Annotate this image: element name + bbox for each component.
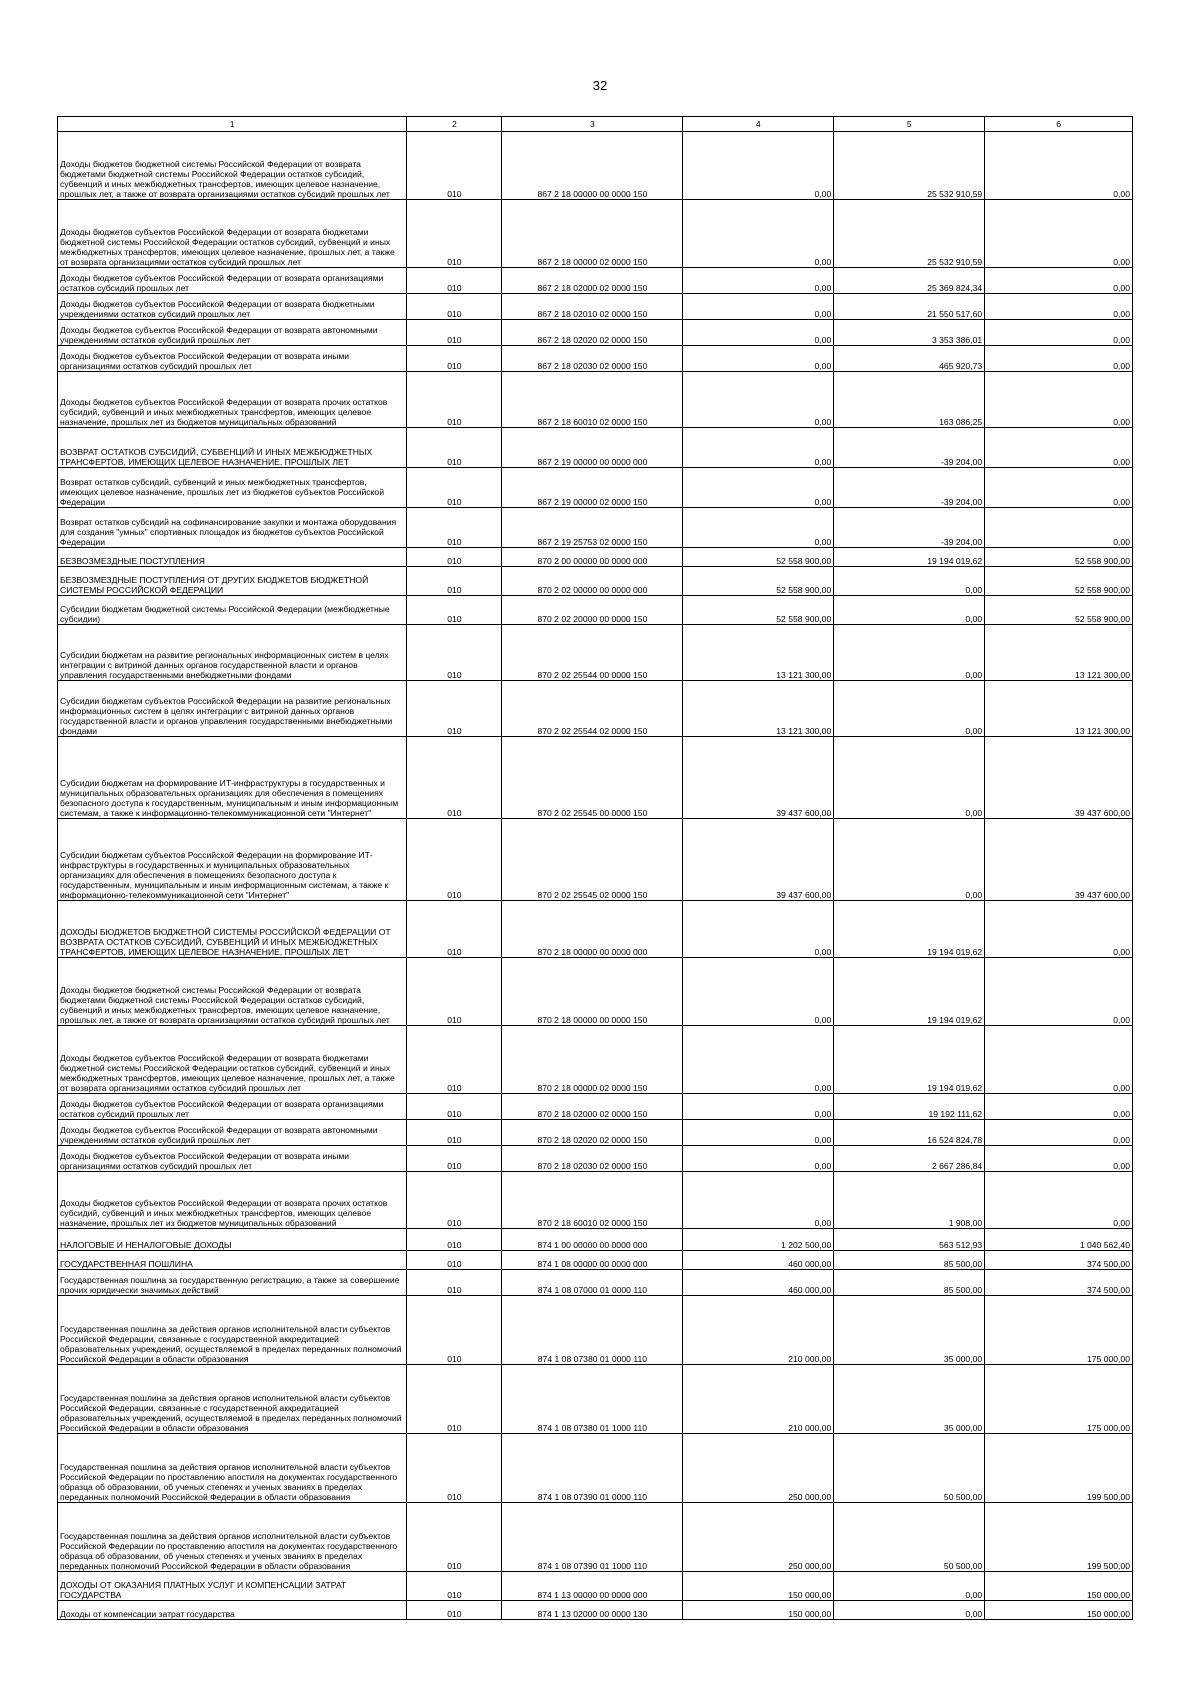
row-name: БЕЗВОЗМЕЗДНЫЕ ПОСТУПЛЕНИЯ ОТ ДРУГИХ БЮДЖЕТОВ БЮДЖЕТНОЙ СИСТЕМЫ РОССИЙСКОЙ ФЕДЕРАЦИИ — [58, 567, 407, 596]
row-name: ГОСУДАРСТВЕННАЯ ПОШЛИНА — [58, 1251, 407, 1270]
row-value-col6: 0,00 — [985, 1120, 1133, 1146]
row-value-col4: 0,00 — [683, 346, 834, 372]
row-value-col4: 13 121 300,00 — [683, 625, 834, 681]
row-line-code: 010 — [407, 1146, 502, 1172]
row-name: Доходы бюджетов субъектов Российской Федерации от возврата бюджетными учреждениями остатков субсидий прошлых лет — [58, 294, 407, 320]
row-name: Возврат остатков субсидий, субвенций и иных межбюджетных трансфертов, имеющих целевое назначение, прошлых лет из бюджетов субъектов Российской Федерации — [58, 468, 407, 508]
row-value-col4: 210 000,00 — [683, 1365, 834, 1434]
row-budget-code: 874 1 13 02000 00 0000 130 — [502, 1601, 683, 1620]
row-name: ДОХОДЫ ОТ ОКАЗАНИЯ ПЛАТНЫХ УСЛУГ И КОМПЕНСАЦИИ ЗАТРАТ ГОСУДАРСТВА — [58, 1572, 407, 1601]
row-budget-code: 870 2 18 02000 02 0000 150 — [502, 1094, 683, 1120]
row-budget-code: 870 2 18 00000 02 0000 150 — [502, 1026, 683, 1094]
row-budget-code: 870 2 02 00000 00 0000 000 — [502, 567, 683, 596]
row-value-col4: 460 000,00 — [683, 1270, 834, 1296]
row-line-code: 010 — [407, 468, 502, 508]
table-row — [58, 1601, 1133, 1620]
page-number: 32 — [592, 78, 608, 93]
row-value-col4: 0,00 — [683, 901, 834, 958]
row-budget-code: 874 1 08 07380 01 1000 110 — [502, 1365, 683, 1434]
row-value-col6: 39 437 600,00 — [985, 819, 1133, 901]
row-value-col5: 16 524 824,78 — [834, 1120, 985, 1146]
table-row — [58, 372, 1133, 428]
row-line-code: 010 — [407, 1229, 502, 1251]
row-line-code: 010 — [407, 1270, 502, 1296]
table-row — [58, 1365, 1133, 1434]
row-name: Государственная пошлина за действия органов исполнительной власти субъектов Российской Федерации, связанные с государственной аккредитацией образовательных учреждений, осуществляемой в пределах переданных полномочий Российской Федерации в области образования — [58, 1365, 407, 1434]
row-value-col5: 35 000,00 — [834, 1296, 985, 1365]
row-value-col5: 19 194 019,62 — [834, 901, 985, 958]
row-value-col5: 1 908,00 — [834, 1172, 985, 1229]
row-value-col4: 0,00 — [683, 268, 834, 294]
row-budget-code: 874 1 08 07390 01 0000 110 — [502, 1434, 683, 1503]
table-row — [58, 346, 1133, 372]
row-budget-code: 870 2 18 02030 02 0000 150 — [502, 1146, 683, 1172]
row-budget-code: 867 2 18 00000 02 0000 150 — [502, 200, 683, 268]
row-line-code: 010 — [407, 1296, 502, 1365]
row-value-col5: 19 194 019,62 — [834, 548, 985, 567]
row-name: Доходы бюджетов субъектов Российской Федерации от возврата автономными учреждениями остатков субсидий прошлых лет — [58, 1120, 407, 1146]
row-value-col4: 0,00 — [683, 428, 834, 468]
row-value-col4: 0,00 — [683, 132, 834, 200]
row-value-col6: 150 000,00 — [985, 1572, 1133, 1601]
row-name: Доходы бюджетов субъектов Российской Федерации от возврата бюджетами бюджетной системы Российской Федерации остатков субсидий, субвенций и иных межбюджетных трансфертов, имеющих целевое назначение, прошлых лет, а также от возврата организациями остатков субсидий прошлых лет — [58, 1026, 407, 1094]
row-name: Государственная пошлина за действия органов исполнительной власти субъектов Российской Федерации по проставлению апостиля на документах государственного образца об образовании, об ученых степенях и ученых званиях в пределах переданных полномочий Российской Федерации в области образования — [58, 1503, 407, 1572]
row-budget-code: 867 2 19 00000 02 0000 150 — [502, 468, 683, 508]
row-line-code: 010 — [407, 1503, 502, 1572]
row-value-col6: 199 500,00 — [985, 1503, 1133, 1572]
table-row — [58, 737, 1133, 819]
row-value-col4: 150 000,00 — [683, 1601, 834, 1620]
row-budget-code: 867 2 18 60010 02 0000 150 — [502, 372, 683, 428]
row-value-col4: 0,00 — [683, 200, 834, 268]
row-value-col4: 460 000,00 — [683, 1251, 834, 1270]
row-line-code: 010 — [407, 268, 502, 294]
row-budget-code: 867 2 19 00000 00 0000 000 — [502, 428, 683, 468]
row-budget-code: 874 1 08 00000 00 0000 000 — [502, 1251, 683, 1270]
row-value-col6: 0,00 — [985, 508, 1133, 548]
row-budget-code: 870 2 00 00000 00 0000 000 — [502, 548, 683, 567]
row-value-col5: 19 194 019,62 — [834, 1026, 985, 1094]
table-row — [58, 1251, 1133, 1270]
row-value-col6: 0,00 — [985, 958, 1133, 1026]
row-value-col5: 0,00 — [834, 681, 985, 737]
row-value-col4: 0,00 — [683, 958, 834, 1026]
row-line-code: 010 — [407, 819, 502, 901]
row-name: Возврат остатков субсидий на софинансирование закупки и монтажа оборудования для создания "умных" спортивных площадок из бюджетов субъектов Российской Федерации — [58, 508, 407, 548]
row-budget-code: 870 2 18 00000 00 0000 150 — [502, 958, 683, 1026]
row-line-code: 010 — [407, 294, 502, 320]
row-name: Доходы бюджетов бюджетной системы Российской Федерации от возврата бюджетами бюджетной системы Российской Федерации остатков субсидий, субвенций и иных межбюджетных трансфертов, имеющих целевое назначение, прошлых лет, а также от возврата организациями остатков субсидий прошлых лет — [58, 958, 407, 1026]
row-value-col6: 0,00 — [985, 346, 1133, 372]
column-header: 5 — [834, 117, 985, 132]
row-value-col6: 0,00 — [985, 901, 1133, 958]
table-row — [58, 901, 1133, 958]
row-value-col4: 250 000,00 — [683, 1503, 834, 1572]
row-budget-code: 870 2 02 25544 00 0000 150 — [502, 625, 683, 681]
row-line-code: 010 — [407, 1365, 502, 1434]
row-line-code: 010 — [407, 596, 502, 625]
table-row — [58, 320, 1133, 346]
row-budget-code: 870 2 02 25545 00 0000 150 — [502, 737, 683, 819]
row-value-col5: 50 500,00 — [834, 1434, 985, 1503]
row-line-code: 010 — [407, 1172, 502, 1229]
row-value-col6: 52 558 900,00 — [985, 567, 1133, 596]
table-row — [58, 819, 1133, 901]
row-name: Субсидии бюджетам субъектов Российской Федерации на развитие региональных информационных систем в целях интеграции с витриной данных органов государственной власти и органов управления государственными внебюджетными фондами — [58, 681, 407, 737]
row-line-code: 010 — [407, 958, 502, 1026]
row-value-col5: 0,00 — [834, 596, 985, 625]
row-value-col4: 39 437 600,00 — [683, 737, 834, 819]
row-value-col5: 163 086,25 — [834, 372, 985, 428]
row-value-col4: 0,00 — [683, 1120, 834, 1146]
row-name: Доходы бюджетов субъектов Российской Федерации от возврата организациями остатков субсидий прошлых лет — [58, 268, 407, 294]
table-row — [58, 958, 1133, 1026]
row-value-col4: 13 121 300,00 — [683, 681, 834, 737]
row-value-col4: 0,00 — [683, 1026, 834, 1094]
row-budget-code: 874 1 00 00000 00 0000 000 — [502, 1229, 683, 1251]
row-value-col5: 0,00 — [834, 1572, 985, 1601]
row-name: Доходы бюджетов бюджетной системы Российской Федерации от возврата бюджетами бюджетной системы Российской Федерации остатков субсидий, субвенций и иных межбюджетных трансфертов, имеющих целевое назначение, прошлых лет, а также от возврата организациями остатков субсидий прошлых лет — [58, 132, 407, 200]
table-row — [58, 1572, 1133, 1601]
table-row — [58, 468, 1133, 508]
row-value-col6: 0,00 — [985, 1172, 1133, 1229]
table-row — [58, 548, 1133, 567]
row-line-code: 010 — [407, 625, 502, 681]
row-value-col4: 150 000,00 — [683, 1572, 834, 1601]
row-budget-code: 870 2 18 00000 00 0000 000 — [502, 901, 683, 958]
row-line-code: 010 — [407, 320, 502, 346]
table-row — [58, 1172, 1133, 1229]
column-header: 3 — [502, 117, 683, 132]
row-value-col6: 52 558 900,00 — [985, 548, 1133, 567]
row-value-col4: 52 558 900,00 — [683, 596, 834, 625]
row-value-col5: 21 550 517,60 — [834, 294, 985, 320]
row-value-col4: 0,00 — [683, 1172, 834, 1229]
row-name: Доходы бюджетов субъектов Российской Федерации от возврата прочих остатков субсидий, субвенций и иных межбюджетных трансфертов, имеющих целевое назначение, прошлых лет из бюджетов муниципальных образований — [58, 1172, 407, 1229]
row-value-col5: 25 532 910,59 — [834, 200, 985, 268]
row-name: Доходы бюджетов субъектов Российской Федерации от возврата иными организациями остатков субсидий прошлых лет — [58, 1146, 407, 1172]
row-value-col4: 1 202 500,00 — [683, 1229, 834, 1251]
table-row — [58, 294, 1133, 320]
row-name: Доходы бюджетов субъектов Российской Федерации от возврата организациями остатков субсидий прошлых лет — [58, 1094, 407, 1120]
table-row — [58, 596, 1133, 625]
row-value-col6: 0,00 — [985, 468, 1133, 508]
row-budget-code: 870 2 02 25544 02 0000 150 — [502, 681, 683, 737]
row-value-col4: 39 437 600,00 — [683, 819, 834, 901]
table-row — [58, 200, 1133, 268]
row-budget-code: 874 1 08 07390 01 1000 110 — [502, 1503, 683, 1572]
row-line-code: 010 — [407, 132, 502, 200]
table-row — [58, 1094, 1133, 1120]
row-line-code: 010 — [407, 1026, 502, 1094]
row-value-col5: 25 369 824,34 — [834, 268, 985, 294]
row-value-col6: 0,00 — [985, 268, 1133, 294]
row-name: Доходы бюджетов субъектов Российской Федерации от возврата иными организациями остатков субсидий прошлых лет — [58, 346, 407, 372]
row-value-col4: 0,00 — [683, 508, 834, 548]
column-header: 2 — [407, 117, 502, 132]
row-budget-code: 867 2 18 00000 00 0000 150 — [502, 132, 683, 200]
row-value-col6: 1 040 562,40 — [985, 1229, 1133, 1251]
row-name: Доходы от компенсации затрат государства — [58, 1601, 407, 1620]
header-row — [58, 117, 1133, 132]
row-value-col4: 210 000,00 — [683, 1296, 834, 1365]
row-name: Субсидии бюджетам субъектов Российской Федерации на формирование ИТ-инфраструктуры в государственных и муниципальных образовательных организациях для обеспечения в помещениях безопасного доступа к государственным, муниципальным и иным информационным системам, а также к информационно-телекоммуникационной сети "Интернет" — [58, 819, 407, 901]
table-row — [58, 1270, 1133, 1296]
row-budget-code: 870 2 02 25545 02 0000 150 — [502, 819, 683, 901]
row-value-col6: 0,00 — [985, 200, 1133, 268]
row-value-col4: 52 558 900,00 — [683, 567, 834, 596]
row-value-col5: 0,00 — [834, 567, 985, 596]
row-value-col4: 0,00 — [683, 1094, 834, 1120]
row-value-col6: 39 437 600,00 — [985, 737, 1133, 819]
row-value-col6: 13 121 300,00 — [985, 681, 1133, 737]
row-name: Доходы бюджетов субъектов Российской Федерации от возврата бюджетами бюджетной системы Российской Федерации остатков субсидий, субвенций и иных межбюджетных трансфертов, имеющих целевое назначение, прошлых лет, а также от возврата организациями остатков субсидий прошлых лет — [58, 200, 407, 268]
row-value-col5: 19 192 111,62 — [834, 1094, 985, 1120]
row-value-col5: 85 500,00 — [834, 1270, 985, 1296]
row-value-col5: 0,00 — [834, 737, 985, 819]
row-value-col5: 35 000,00 — [834, 1365, 985, 1434]
row-line-code: 010 — [407, 737, 502, 819]
row-budget-code: 874 1 08 07380 01 0000 110 — [502, 1296, 683, 1365]
row-budget-code: 867 2 18 02010 02 0000 150 — [502, 294, 683, 320]
row-name: БЕЗВОЗМЕЗДНЫЕ ПОСТУПЛЕНИЯ — [58, 548, 407, 567]
row-value-col5: 3 353 386,01 — [834, 320, 985, 346]
row-name: ДОХОДЫ БЮДЖЕТОВ БЮДЖЕТНОЙ СИСТЕМЫ РОССИЙСКОЙ ФЕДЕРАЦИИ ОТ ВОЗВРАТА ОСТАТКОВ СУБСИДИЙ, СУБВЕНЦИЙ И ИНЫХ МЕЖБЮДЖЕТНЫХ ТРАНСФЕРТОВ, ИМЕЮЩИХ ЦЕЛЕВОЕ НАЗНАЧЕНИЕ, ПРОШЛЫХ ЛЕТ — [58, 901, 407, 958]
row-value-col5: 85 500,00 — [834, 1251, 985, 1270]
row-value-col6: 13 121 300,00 — [985, 625, 1133, 681]
row-value-col5: 0,00 — [834, 819, 985, 901]
row-value-col5: -39 204,00 — [834, 508, 985, 548]
row-value-col4: 0,00 — [683, 294, 834, 320]
row-name: Доходы бюджетов субъектов Российской Федерации от возврата прочих остатков субсидий, субвенций и иных межбюджетных трансфертов, имеющих целевое назначение, прошлых лет из бюджетов муниципальных образований — [58, 372, 407, 428]
row-value-col5: -39 204,00 — [834, 428, 985, 468]
table-row — [58, 625, 1133, 681]
row-value-col6: 0,00 — [985, 428, 1133, 468]
row-value-col6: 0,00 — [985, 1146, 1133, 1172]
table-row — [58, 1229, 1133, 1251]
table-row — [58, 567, 1133, 596]
row-line-code: 010 — [407, 372, 502, 428]
table-row — [58, 1026, 1133, 1094]
row-value-col6: 374 500,00 — [985, 1270, 1133, 1296]
table-row — [58, 681, 1133, 737]
row-name: Государственная пошлина за действия органов исполнительной власти субъектов Российской Федерации по проставлению апостиля на документах государственного образца об образовании, об ученых степенях и ученых званиях в пределах переданных полномочий Российской Федерации в области образования — [58, 1434, 407, 1503]
row-line-code: 010 — [407, 1434, 502, 1503]
row-value-col5: -39 204,00 — [834, 468, 985, 508]
row-budget-code: 867 2 18 02020 02 0000 150 — [502, 320, 683, 346]
row-line-code: 010 — [407, 428, 502, 468]
row-budget-code: 870 2 18 02020 02 0000 150 — [502, 1120, 683, 1146]
row-value-col4: 52 558 900,00 — [683, 548, 834, 567]
row-budget-code: 874 1 08 07000 01 0000 110 — [502, 1270, 683, 1296]
row-name: НАЛОГОВЫЕ И НЕНАЛОГОВЫЕ ДОХОДЫ — [58, 1229, 407, 1251]
budget-table — [57, 116, 1133, 1620]
table-body — [58, 132, 1133, 1620]
row-name: Государственная пошлина за действия органов исполнительной власти субъектов Российской Федерации, связанные с государственной аккредитацией образовательных учреждений, осуществляемой в пределах переданных полномочий Российской Федерации в области образования — [58, 1296, 407, 1365]
row-value-col4: 0,00 — [683, 372, 834, 428]
table-row — [58, 1296, 1133, 1365]
row-name: Субсидии бюджетам на развитие региональных информационных систем в целях интеграции с витриной данных органов государственной власти и органов управления государственными внебюджетными фондами — [58, 625, 407, 681]
row-budget-code: 867 2 19 25753 02 0000 150 — [502, 508, 683, 548]
row-budget-code: 870 2 02 20000 00 0000 150 — [502, 596, 683, 625]
row-value-col6: 374 500,00 — [985, 1251, 1133, 1270]
row-name: ВОЗВРАТ ОСТАТКОВ СУБСИДИЙ, СУБВЕНЦИЙ И ИНЫХ МЕЖБЮДЖЕТНЫХ ТРАНСФЕРТОВ, ИМЕЮЩИХ ЦЕЛЕВОЕ НАЗНАЧЕНИЕ, ПРОШЛЫХ ЛЕТ — [58, 428, 407, 468]
row-value-col6: 0,00 — [985, 1094, 1133, 1120]
row-value-col6: 0,00 — [985, 294, 1133, 320]
row-line-code: 010 — [407, 346, 502, 372]
row-name: Доходы бюджетов субъектов Российской Федерации от возврата автономными учреждениями остатков субсидий прошлых лет — [58, 320, 407, 346]
row-value-col5: 0,00 — [834, 1601, 985, 1620]
row-line-code: 010 — [407, 1251, 502, 1270]
table-row — [58, 1434, 1133, 1503]
row-budget-code: 870 2 18 60010 02 0000 150 — [502, 1172, 683, 1229]
table-row — [58, 1503, 1133, 1572]
table-row — [58, 132, 1133, 200]
row-value-col5: 19 194 019,62 — [834, 958, 985, 1026]
row-name: Субсидии бюджетам бюджетной системы Российской Федерации (межбюджетные субсидии) — [58, 596, 407, 625]
row-value-col4: 250 000,00 — [683, 1434, 834, 1503]
row-line-code: 010 — [407, 567, 502, 596]
row-line-code: 010 — [407, 1572, 502, 1601]
row-line-code: 010 — [407, 1120, 502, 1146]
row-value-col5: 0,00 — [834, 625, 985, 681]
row-value-col4: 0,00 — [683, 1146, 834, 1172]
table-row — [58, 1146, 1133, 1172]
row-budget-code: 874 1 13 00000 00 0000 000 — [502, 1572, 683, 1601]
row-value-col6: 199 500,00 — [985, 1434, 1133, 1503]
row-value-col4: 0,00 — [683, 468, 834, 508]
row-value-col5: 25 532 910,59 — [834, 132, 985, 200]
row-line-code: 010 — [407, 681, 502, 737]
row-line-code: 010 — [407, 901, 502, 958]
column-header: 1 — [58, 117, 407, 132]
table-row — [58, 268, 1133, 294]
row-name: Государственная пошлина за государственную регистрацию, а также за совершение прочих юридически значимых действий — [58, 1270, 407, 1296]
table-row — [58, 508, 1133, 548]
row-value-col6: 175 000,00 — [985, 1296, 1133, 1365]
row-value-col5: 50 500,00 — [834, 1503, 985, 1572]
row-value-col4: 0,00 — [683, 320, 834, 346]
row-line-code: 010 — [407, 548, 502, 567]
row-name: Субсидии бюджетам на формирование ИТ-инфраструктуры в государственных и муниципальных образовательных организациях для обеспечения в помещениях безопасного доступа к государственным, муниципальным и иным информационным системам, а также к информационно-телекоммуникационной сети "Интернет" — [58, 737, 407, 819]
row-value-col5: 465 920,73 — [834, 346, 985, 372]
column-header: 6 — [985, 117, 1133, 132]
row-value-col6: 175 000,00 — [985, 1365, 1133, 1434]
table-row — [58, 428, 1133, 468]
row-line-code: 010 — [407, 1601, 502, 1620]
row-value-col5: 563 512,93 — [834, 1229, 985, 1251]
row-value-col6: 0,00 — [985, 372, 1133, 428]
row-value-col6: 150 000,00 — [985, 1601, 1133, 1620]
row-value-col5: 2 667 286,84 — [834, 1146, 985, 1172]
row-line-code: 010 — [407, 200, 502, 268]
column-header: 4 — [683, 117, 834, 132]
row-line-code: 010 — [407, 508, 502, 548]
row-value-col6: 0,00 — [985, 1026, 1133, 1094]
table-row — [58, 1120, 1133, 1146]
row-line-code: 010 — [407, 1094, 502, 1120]
row-budget-code: 867 2 18 02000 02 0000 150 — [502, 268, 683, 294]
row-value-col6: 0,00 — [985, 320, 1133, 346]
row-value-col6: 52 558 900,00 — [985, 596, 1133, 625]
row-value-col6: 0,00 — [985, 132, 1133, 200]
row-budget-code: 867 2 18 02030 02 0000 150 — [502, 346, 683, 372]
